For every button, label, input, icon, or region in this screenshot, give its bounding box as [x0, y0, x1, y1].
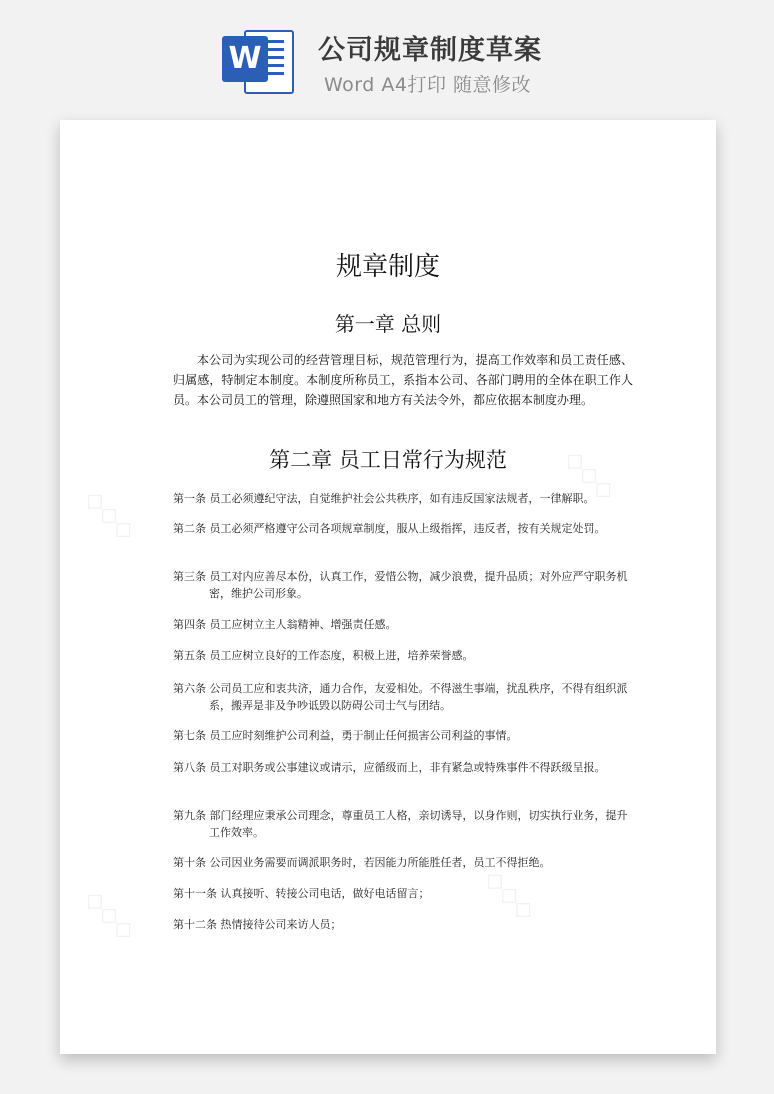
article-item: [173, 568, 633, 602]
article-number: 第八条: [173, 761, 206, 774]
watermark: ◇◇◇: [78, 483, 142, 547]
article-text: 认真接听、转接公司电话，做好电话留言；: [220, 887, 430, 900]
article-number: 第十条: [173, 856, 206, 869]
document-title: 规章制度: [335, 252, 440, 282]
article-text: 员工对职务或公事建议或请示，应循级而上，非有紧急或特殊事件不得跃级呈报。: [209, 761, 606, 774]
article-item: [173, 759, 633, 776]
article-number: 第二条: [173, 522, 206, 535]
article-number: 第六条: [173, 682, 206, 695]
article-number: 第十二条: [173, 918, 217, 931]
article-text: 员工应树立良好的工作态度，积极上进，培养荣誉感。: [209, 649, 474, 662]
article-text: 员工对内应善尽本份，认真工作，爱惜公物，减少浪费，提升品质；对外应严守职务机密，维护公司形象。: [209, 570, 628, 600]
article-number: 第七条: [173, 729, 206, 742]
article-text: 部门经理应秉承公司理念，尊重员工人格，亲切诱导，以身作则，切实执行业务，提升工作效率。: [209, 809, 628, 839]
article-text: 员工应树立主人翁精神、增强责任感。: [209, 618, 397, 631]
document-page: [60, 120, 716, 1054]
article-number: 第四条: [173, 618, 206, 631]
article-number: 第三条: [173, 570, 206, 583]
word-letter: W: [222, 36, 268, 82]
article-number: 第一条: [173, 492, 206, 505]
chapter-1-paragraph: 本公司为实现公司的经营管理目标，规范管理行为，提高工作效率和员工责任感、归属感，特制定本制度。本制度所称员工，系指本公司、各部门聘用的全体在职工作人员。本公司员工的管理，除遵照国家和地方有关法令外，都应依据本制度办理。: [173, 353, 633, 407]
article-item: [173, 647, 633, 664]
article-item: [173, 520, 633, 537]
article-item: [173, 916, 633, 933]
header-subtitle: Word A4打印 随意修改: [324, 74, 532, 96]
chapter-2-heading: 第二章 员工日常行为规范: [269, 448, 507, 472]
article-text: 员工必须严格遵守公司各项规章制度，服从上级指挥，违反者，按有关规定处罚。: [209, 522, 606, 535]
article-item: [173, 616, 633, 633]
article-item: [173, 490, 633, 507]
article-item: [173, 885, 633, 902]
article-number: 第十一条: [173, 887, 217, 900]
page-header: [0, 0, 774, 108]
article-text: 热情接待公司来访人员；: [220, 918, 342, 931]
article-item: [173, 727, 633, 744]
article-text: 员工应时刻维护公司利益，勇于制止任何损害公司利益的事情。: [209, 729, 518, 742]
word-icon: [222, 24, 294, 96]
article-text: 公司因业务需要而调派职务时，若因能力所能胜任者，员工不得拒绝。: [209, 856, 551, 869]
header-title: 公司规章制度草案: [318, 35, 542, 66]
article-text: 员工必须遵纪守法，自觉维护社会公共秩序，如有违反国家法规者，一律解职。: [209, 492, 595, 505]
watermark: ◇◇◇: [478, 863, 542, 927]
article-number: 第九条: [173, 809, 206, 822]
article-item: [173, 680, 633, 714]
article-item: [173, 854, 633, 871]
article-number: 第五条: [173, 649, 206, 662]
article-item: [173, 807, 633, 841]
article-text: 公司员工应和衷共济，通力合作，友爱相处。不得滋生事端，扰乱秩序，不得有组织派系，搬弄是非及争吵诋毁以防碍公司士气与团结。: [209, 682, 628, 712]
watermark: ◇◇◇: [78, 883, 142, 947]
watermark: ◇◇◇: [558, 443, 622, 507]
chapter-1-heading: 第一章 总则: [334, 312, 442, 336]
